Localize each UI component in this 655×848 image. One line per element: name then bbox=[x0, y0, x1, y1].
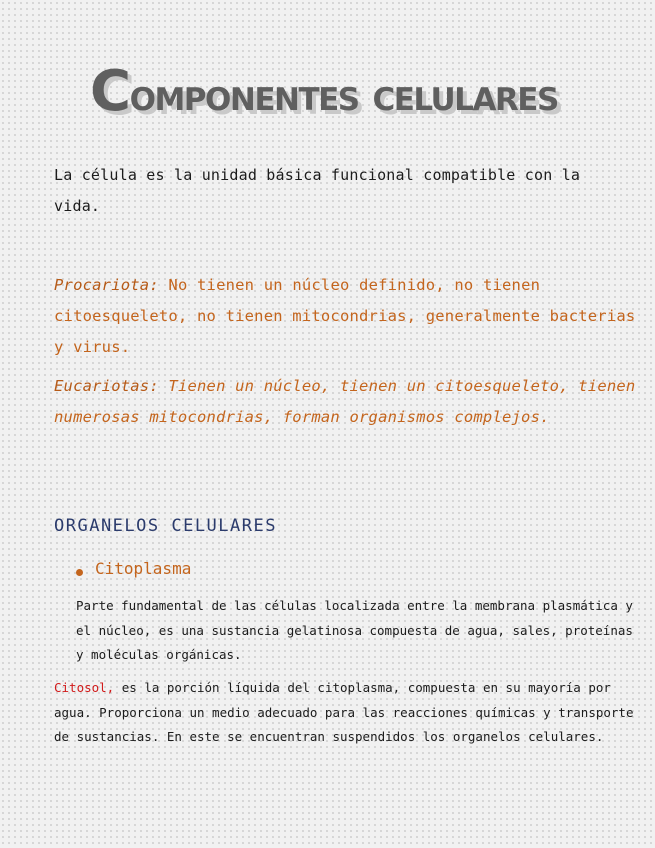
citoplasma-description: Parte fundamental de las células localizada entre la membrana plasmática y el núcleo, es una sustancia gelatinosa compuesta de agua, sales, proteínas y moléculas orgánicas. bbox=[76, 598, 633, 662]
organelos-heading: ORGANELOS CELULARES bbox=[54, 516, 277, 536]
procariota-term: Procariota: bbox=[54, 276, 159, 294]
title-word-1-rest: omponentes bbox=[129, 70, 359, 121]
page-title bbox=[90, 59, 610, 124]
intro-text: La célula es la unidad básica funcional compatible con la vida. bbox=[54, 166, 581, 215]
citosol-text: es la porción líquida del citoplasma, compuesta en su mayoría por agua. Proporciona un medio adecuado para las reacciones químicas y transporte de sustancias. En este se encuentran suspendidos los organelos celulares. bbox=[54, 680, 634, 744]
title-initial: C bbox=[90, 59, 130, 124]
procariota-text: No tienen un núcleo definido, no tienen citoesqueleto, no tienen mitocondrias, generalmente bacterias y virus. bbox=[54, 276, 636, 356]
citosol-term: Citosol, bbox=[54, 680, 115, 695]
citoplasma-bullet bbox=[76, 559, 191, 578]
bullet-dot-icon bbox=[76, 569, 83, 576]
procariota-paragraph bbox=[54, 270, 639, 363]
eucariotas-paragraph bbox=[54, 371, 639, 433]
eucariotas-text: Tienen un núcleo, tienen un citoesqueleto, tienen numerosas mitocondrias, forman organismos complejos. bbox=[54, 377, 636, 426]
eucariotas-term: Eucariotas: bbox=[54, 377, 159, 395]
citosol-paragraph bbox=[54, 676, 639, 750]
citoplasma-label: Citoplasma bbox=[95, 559, 192, 578]
title-word-2: celulares bbox=[372, 70, 558, 121]
